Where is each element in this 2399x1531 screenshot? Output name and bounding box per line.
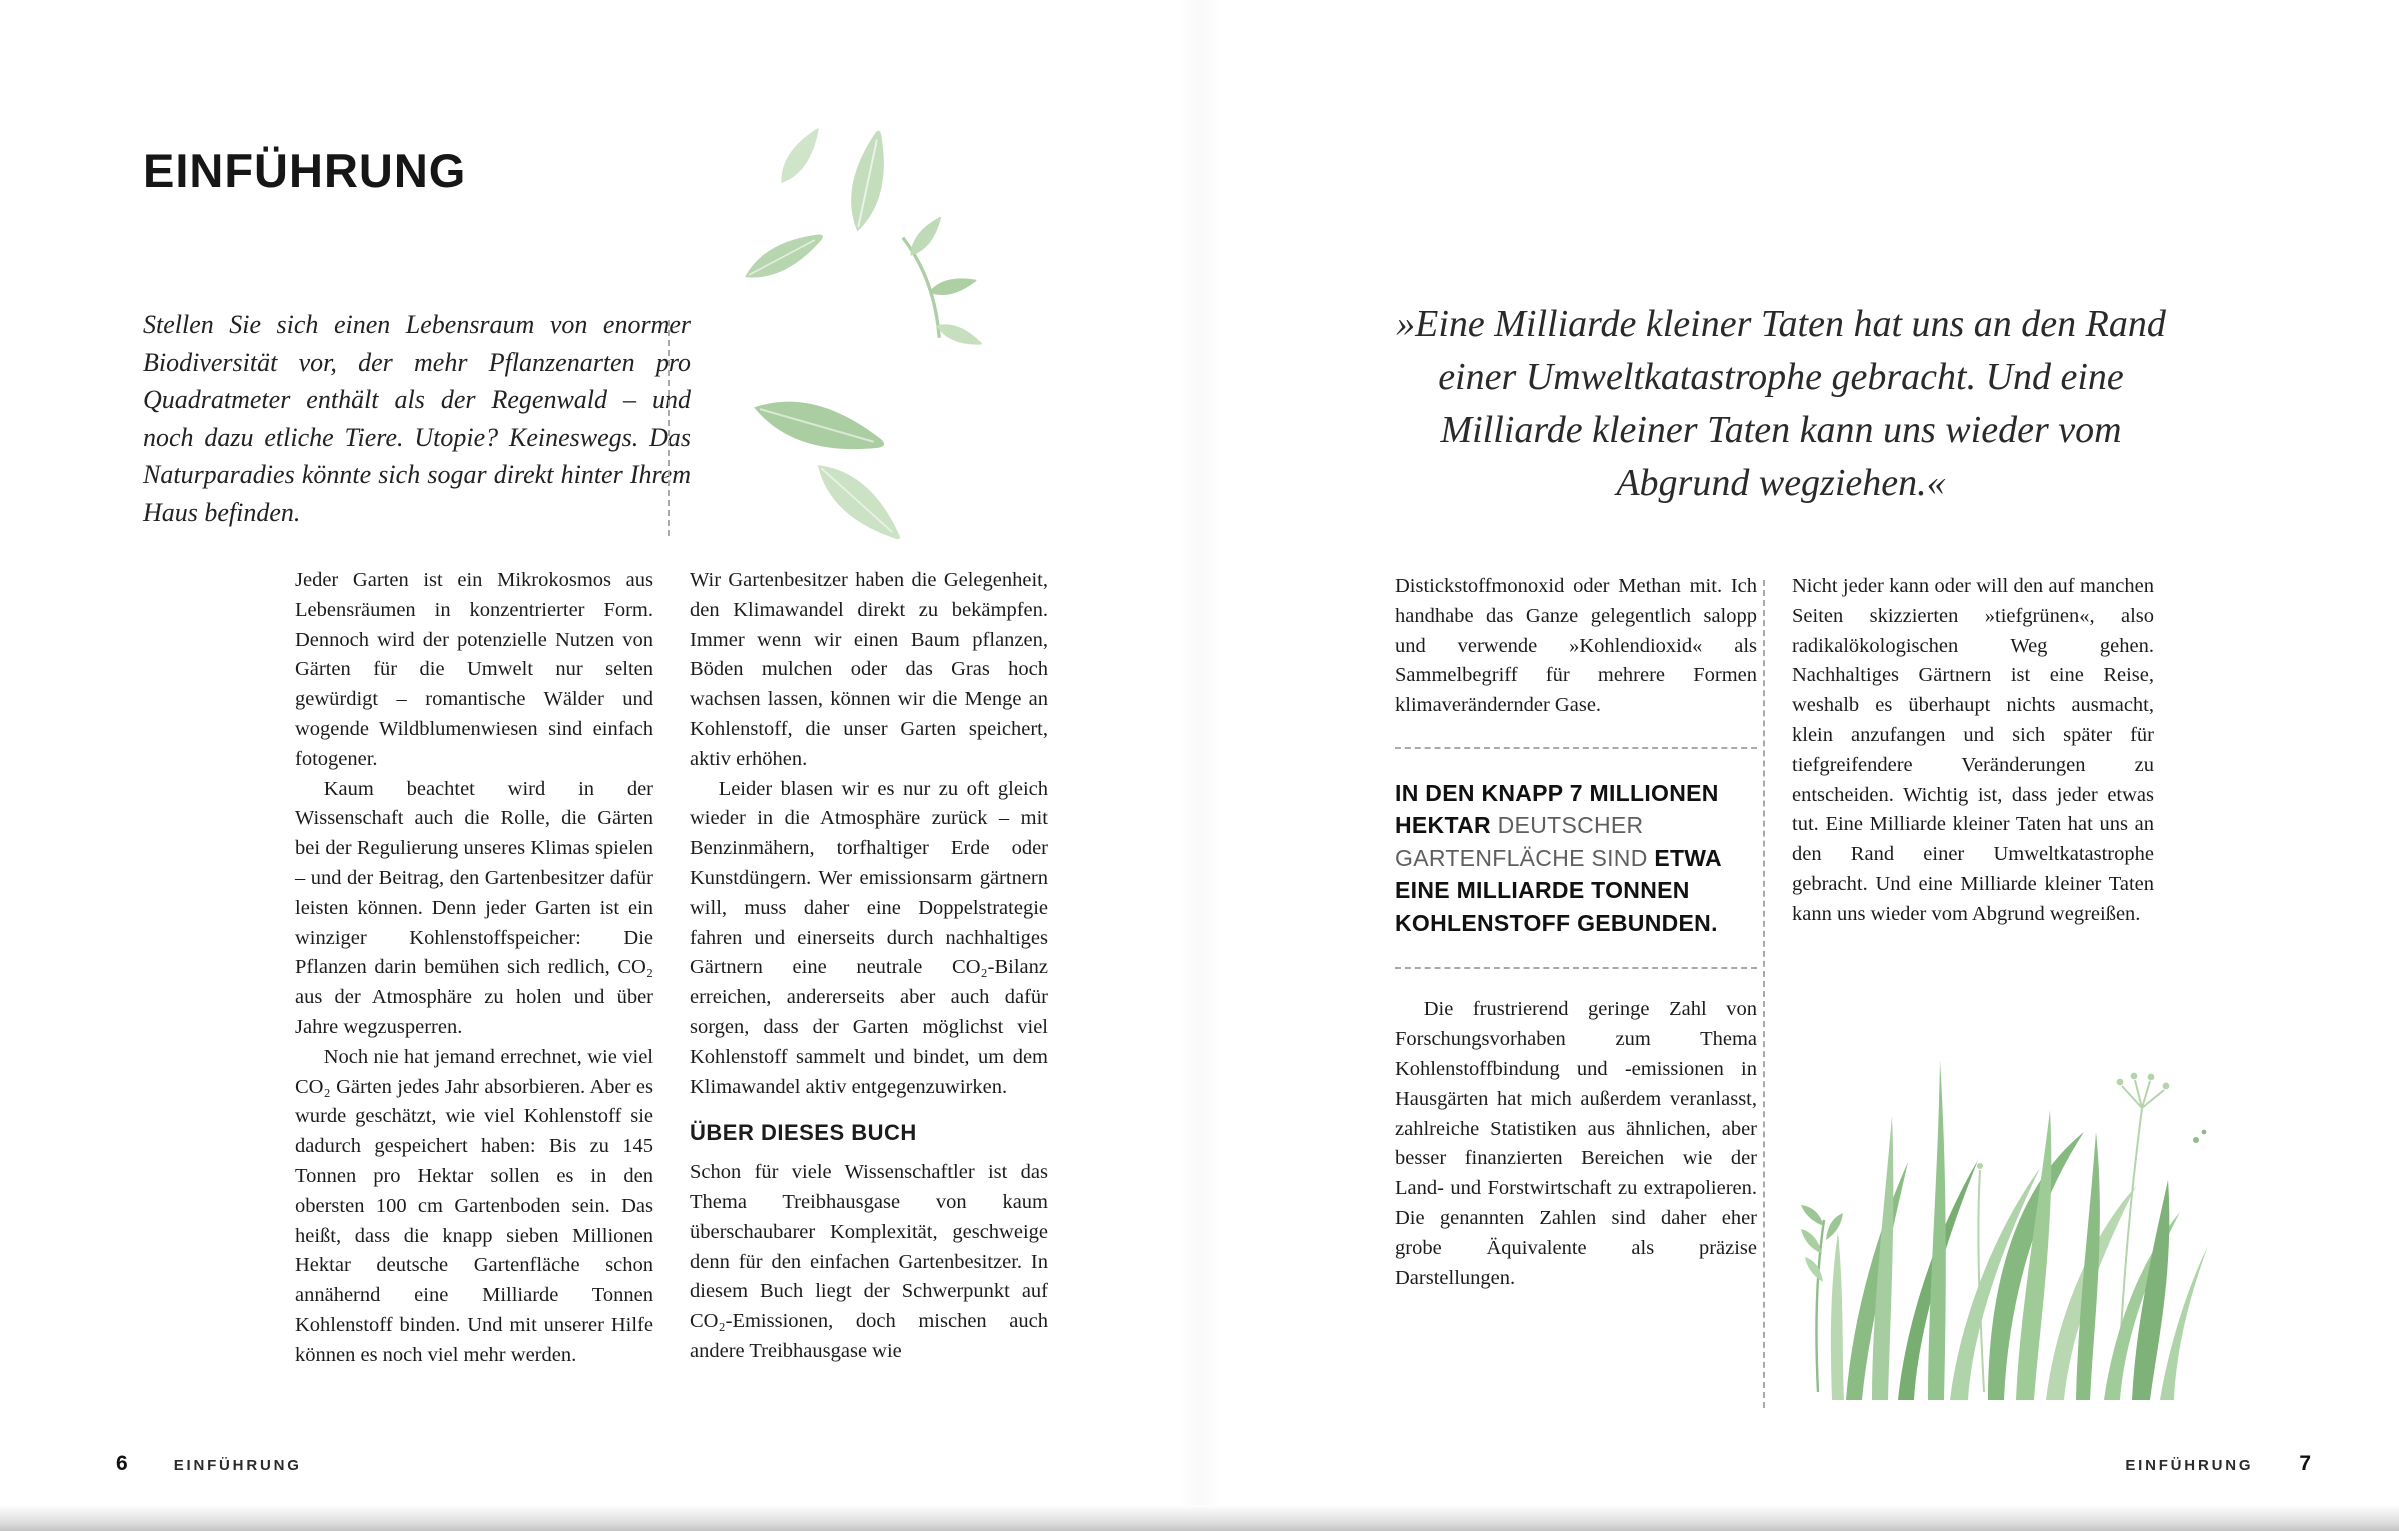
running-header-label: EINFÜHRUNG [173,1457,302,1474]
page-number: 6 [116,1452,128,1475]
running-header-label: EINFÜHRUNG [2125,1457,2254,1474]
body-paragraph: Die frustrierend geringe Zahl von Forschungsvorhaben zum Thema Kohlenstoffbindung und -emissionen in Hausgärten hat mich außerdem veranlasst, zahlreiche Statistiken aus ähnlichen, aber besser finanzierten Bereichen wie der Land- und Forstwirtschaft zu extrapolieren. Die genannten Zahlen sind daher eher grobe Äquivalente als präzise Darstellungen. [1395,998,1757,1289]
dashed-divider-vertical-left [668,320,670,536]
leaves-illustration [700,92,1045,547]
callout-bold-text: IN DEN KNAPP 7 MILLIONEN HEKTAR [1395,779,1719,839]
grass-blade-icon [1831,1060,2208,1400]
body-paragraph: Schon für viele Wissenschaftler ist das Thema Treibhausgase von kaum überschaubarer Komplexität, geschweige denn für den einfachen Gartenbesitzer. In diesem Buch liegt der Schwerpunkt auf CO₂-Emissionen, doch mischen auch andere Treibhausgase wie [690,1161,1048,1362]
leaf-icon [739,123,984,547]
callout-light-text: DEUTSCHER GARTENFLÄCHE SIND [1395,812,1648,871]
intro-paragraph: Stellen Sie sich einen Lebensraum von enormer Biodiversität vor, der mehr Pflanzenarten pro Quadratmeter enthält als der Regenwald – und noch dazu etliche Tiere. Utopie? Keineswegs. Das Naturparadies könnte sich sogar direkt hinter Ihrem Haus befinden. [143,310,691,527]
body-paragraph: Kaum beachtet wird in der Wissenschaft auch die Rolle, die Gärten bei der Regulierung unseres Klimas spielen – und der Beitrag, den Gartenbesitzer dafür leisten können. Denn jeder Garten ist ein winziger Kohlenstoffspeicher: Die Pflanzen darin bemühen sich redlich, CO₂ aus der Atmosphäre zu holen und über Jahre wegzusperren. [295,777,653,1038]
body-paragraph: Leider blasen wir es nur zu oft gleich wieder in die Atmosphäre zurück – mit Benzinmähern, torfhaltiger Erde oder Kunstdüngern. Wer emissionsarm gärtnern will, muss daher eine Doppelstrategie fahren und einerseits durch nachhaltiges Gärtnern eine neutrale CO₂-Bilanz erreichen, andererseits aber auch dafür sorgen, dass der Garten möglichst viel Kohlenstoff sammelt und bindet, um dem Klimawandel aktiv entgegenzuwirken. [690,777,1048,1098]
section-subheading: ÜBER DIESES BUCH [690,1120,917,1146]
running-footer-left [116,1452,302,1476]
dashed-divider-vertical-right [1763,580,1765,1408]
body-column-1 [295,566,653,1371]
grass-illustration [1788,1020,2213,1412]
page-number: 7 [2299,1452,2311,1475]
page-title: EINFÜHRUNG [143,144,467,198]
body-column-4 [1792,572,2154,930]
statistic-callout [1395,747,1757,970]
body-paragraph: Jeder Garten ist ein Mikrokosmos aus Lebensräumen in konzentrierter Form. Dennoch wird der potenzielle Nutzen von Gärten für die Umwelt nur selten gewürdigt – romantische Wälder und wogende Wildblumenwiesen sind einfach fotogener. [295,569,653,770]
callout-bold-text: ETWA EINE MILLIARDE TONNEN KOHLENSTOFF GEBUNDEN. [1395,844,1722,936]
body-column-3 [1395,572,1757,1293]
body-paragraph: Wir Gartenbesitzer haben die Gelegenheit, den Klimawandel direkt zu bekämpfen. Immer wenn wir einen Baum pflanzen, Böden mulchen oder das Gras hoch wachsen lassen, können wir die Menge an Kohlenstoff, die unser Garten speichert, aktiv erhöhen. [690,569,1048,770]
body-paragraph: Nicht jeder kann oder will den auf manchen Seiten skizzierten »tiefgrünen«, also radikalökologischen Weg gehen. Nachhaltiges Gärtnern ist eine Reise, weshalb es überhaupt nichts ausmacht, klein anzufangen und sich später für tiefgreifendere Veränderungen zu entscheiden. Wichtig ist, dass jeder etwas tut. Eine Milliarde kleiner Taten hat uns an den Rand einer Umweltkatastrophe gebracht. Und eine Milliarde kleiner Taten kann uns wieder vom Abgrund wegreißen. [1792,575,2154,925]
running-footer-right [2125,1452,2311,1476]
body-paragraph: Distickstoffmonoxid oder Methan mit. Ich handhabe das Ganze gelegentlich salopp und verwende »Kohlendioxid« als Sammelbegriff für mehrere Formen klimaverändernder Gase. [1395,575,1757,717]
page-bottom-edge [0,1505,2399,1531]
pull-quote: »Eine Milliarde kleiner Taten hat uns an den Rand einer Umweltkatastrophe gebracht. Und eine Milliarde kleiner Taten kann uns wieder vom Abgrund wegziehen.« [1396,303,2166,504]
page-fold-shading [1178,0,1222,1531]
body-column-2 [690,566,1048,1367]
body-paragraph: Noch nie hat jemand errechnet, wie viel CO₂ Gärten jedes Jahr absorbieren. Aber es wurde geschätzt, wie viel Kohlenstoff sie dadurch gespeichert haben: Bis zu 145 Tonnen pro Hektar sollen es in den obersten 100 cm Gartenboden sein. Das heißt, dass die knapp sieben Millionen Hektar deutsche Gartenfläche schon annähernd eine Milliarde Tonnen Kohlenstoff binden. Und mit unserer Hilfe können es noch viel mehr werden. [295,1045,653,1366]
